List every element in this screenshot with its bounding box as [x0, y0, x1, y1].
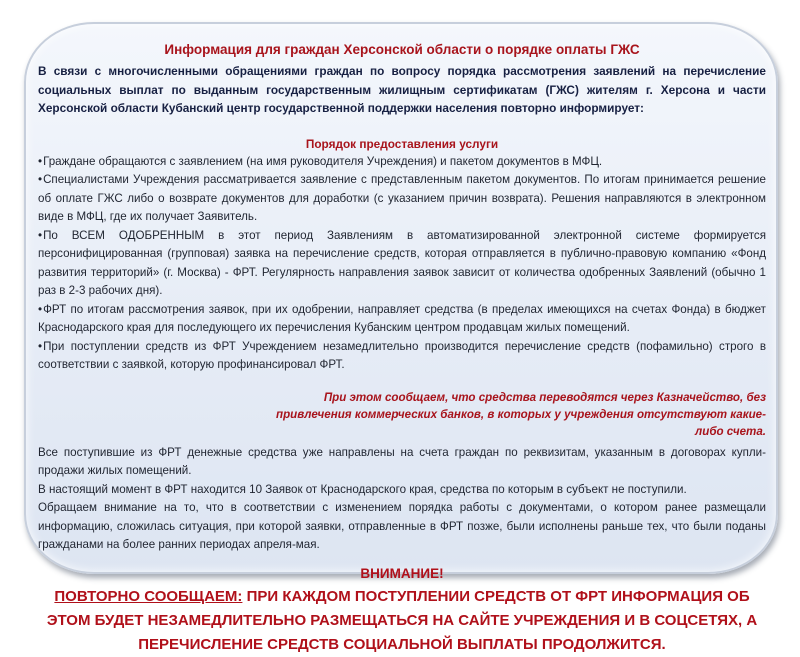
- paragraph: Все поступившие из ФРТ денежные средства уже направлены на счета граждан по реквизитам, указанным в договорах купли-продажи жилых помещений.: [38, 445, 766, 477]
- final-text: ПРИ КАЖДОМ ПОСТУПЛЕНИИ СРЕДСТВ ОТ ФРТ ИНФОРМАЦИЯ ОБ ЭТОМ БУДЕТ НЕЗАМЕДЛИТЕЛЬНО РАЗМЕЩАТЬСЯ НА САЙТЕ УЧРЕЖДЕНИЯ И В СОЦСЕТЯХ, А ПЕРЕЧИСЛЕНИЕ СРЕДСТВ СОЦИАЛЬНОЙ ВЫПЛАТЫ ПРОДОЛЖИТСЯ.: [46, 587, 758, 653]
- final-announcement: [38, 585, 766, 657]
- document-content: [38, 40, 766, 657]
- document-title: Информация для граждан Херсонской области о порядке оплаты ГЖС: [164, 42, 640, 57]
- bullet-item: • По ВСЕМ ОДОБРЕННЫМ в этот период Заявлениям в автоматизированной электронной системе формируется персонифицированная (групповая) заявка на перечисление средств, которая отправляется в публично-правовую компанию «Фонд развития территорий» (г. Москва) - ФРТ. Регулярность направления заявок зависит от количества одобренных Заявлений (обычно 1 раз в 2-3 рабочих дня).: [38, 227, 766, 301]
- treasury-notice: При этом сообщаем, что средства переводятся через Казначейство, без привлечения коммерческих банков, в которых у учреждения отсутствуют какие-либо счета.: [276, 390, 766, 438]
- bullet-item: • Граждане обращаются с заявлением (на имя руководителя Учреждения) и пакетом документов в МФЦ.: [38, 153, 766, 172]
- bullet-item: • Специалистами Учреждения рассматривается заявление с представленным пакетом документов. По итогам принимается решение об оплате ГЖС либо о возврате документов для доработки (с указанием причин возврата). Решения направляются в электронном виде в МФЦ, где их получает Заявитель.: [38, 171, 766, 227]
- attention-heading: ВНИМАНИЕ!: [360, 565, 444, 581]
- bullet-item: • ФРТ по итогам рассмотрения заявок, при их одобрении, направляет средства (в пределах имеющихся на счетах Фонда) в бюджет Краснодарского края для последующего их перечисления Кубанским центром продавцам жилых помещений.: [38, 301, 766, 338]
- section-subtitle: Порядок предоставления услуги: [305, 136, 499, 151]
- bullet-item: • При поступлении средств из ФРТ Учреждением незамедлительно производится перечисление средств (пофамильно) строго в соответствии с заявкой, которую профинансировал ФРТ.: [38, 338, 766, 375]
- paragraph: Обращаем внимание на то, что в соответствии с изменением порядка работы с документами, о котором ранее размещали информацию, сложилась ситуация, при которой заявки, отправленные в ФРТ позже, были исполнены раньше тех, что были поданы гражданами на более ранних периодах апреля-мая.: [38, 501, 766, 551]
- paragraph: В настоящий момент в ФРТ находится 10 Заявок от Краснодарского края, средства по которым в субъект не поступили.: [38, 482, 687, 496]
- final-lead: ПОВТОРНО СООБЩАЕМ:: [54, 587, 243, 605]
- intro-paragraph: В связи с многочисленными обращениями граждан по вопросу порядка рассмотрения заявлений на перечисление социальных выплат по выданным государственным жилищным сертификатам (ГЖС) жителям г. Херсона и части Херсонской области Кубанский центр государственной поддержки населения повторно информирует:: [38, 64, 766, 115]
